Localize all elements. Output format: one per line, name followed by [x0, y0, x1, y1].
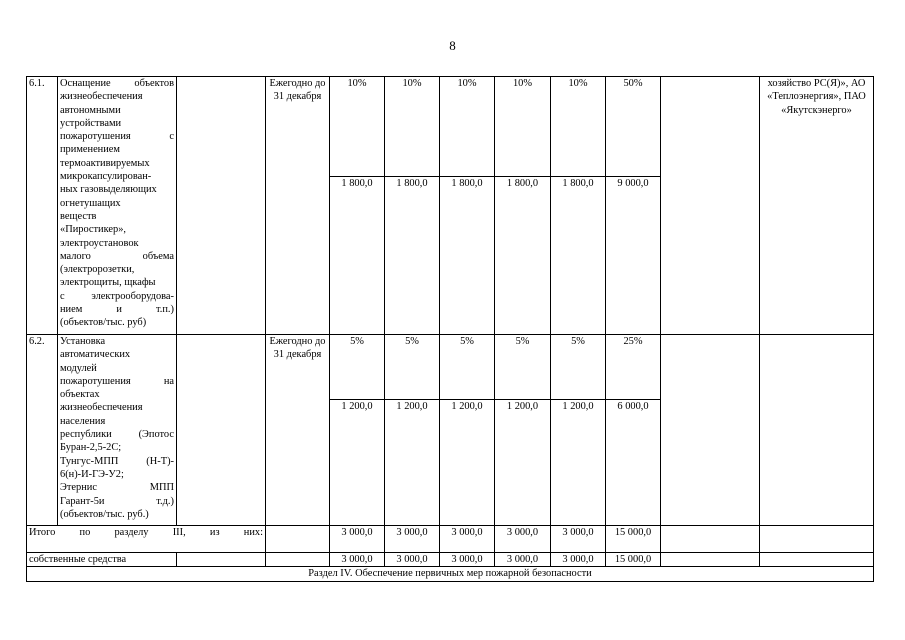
total-row: [27, 526, 874, 553]
name-line: (объектов/тыс. руб): [60, 317, 147, 329]
empty-cell: [266, 553, 330, 567]
name-line: «Пиростикер»,: [60, 224, 127, 236]
percent-cell: 5%: [495, 335, 551, 400]
empty-cell: [661, 335, 760, 526]
percent-cell: 10%: [495, 77, 551, 177]
empty-cell: [266, 526, 330, 553]
amount-cell: 1 200,0: [440, 400, 495, 526]
amount-cell: 1 800,0: [330, 177, 385, 335]
empty-cell: [661, 526, 760, 553]
amount-cell: 1 200,0: [385, 400, 440, 526]
percent-total-cell: 25%: [606, 335, 661, 400]
deadline-cell: Ежегодно до 31 декабря: [266, 77, 330, 335]
name-line: огнетушащих: [60, 197, 121, 209]
empty-cell: [760, 553, 874, 567]
executor-cell: [760, 335, 874, 526]
amount-cell: 3 000,0: [330, 526, 385, 553]
page-number: 8: [449, 38, 456, 53]
amount-cell: 3 000,0: [495, 553, 551, 567]
name-line: Тунгус-МПП (Н-Т)-: [60, 455, 174, 467]
amount-cell: 1 800,0: [385, 177, 440, 335]
amount-cell: 3 000,0: [551, 526, 606, 553]
name-line: ных газовыделяющих: [60, 184, 157, 196]
empty-cell: [760, 526, 874, 553]
amount-cell: 3 000,0: [330, 553, 385, 567]
name-line: (электророзетки,: [60, 264, 135, 276]
name-line: автономными: [60, 104, 121, 116]
program-table: [26, 76, 874, 582]
percent-total-cell: 50%: [606, 77, 661, 177]
name-line: микрокапсулирован-: [60, 171, 152, 183]
name-line: жизнеобеспечения: [60, 402, 143, 414]
name-line: жизнеобеспечения: [60, 91, 143, 103]
amount-cell: 1 800,0: [440, 177, 495, 335]
name-line: модулей: [60, 362, 97, 374]
name-line: электроустановок: [60, 237, 139, 249]
name-line: Этернис МПП: [60, 482, 174, 494]
executor-cell: хозяйство РС(Я)», АО «Теплоэнергия», ПАО «Якутскэнерго»: [760, 77, 874, 335]
amount-cell: 3 000,0: [440, 526, 495, 553]
amount-cell: 1 200,0: [330, 400, 385, 526]
amount-total-cell: 6 000,0: [606, 400, 661, 526]
table-row-6-1: [27, 77, 874, 177]
amount-cell: 1 800,0: [495, 177, 551, 335]
own-funds-row: [27, 553, 874, 567]
name-line: с электрооборудова-: [60, 290, 174, 302]
name-line: Установка: [60, 336, 106, 347]
amount-cell: 3 000,0: [440, 553, 495, 567]
measure-name-cell: [58, 77, 177, 335]
total-label: [27, 526, 266, 553]
percent-cell: 5%: [551, 335, 606, 400]
name-line: применением: [60, 144, 120, 156]
amount-cell: 1 200,0: [495, 400, 551, 526]
total-label-text: Итого по разделу III, из них:: [29, 527, 263, 538]
table-row-6-2: [27, 335, 874, 400]
name-line: республики (Эпотос: [60, 429, 174, 441]
name-line: веществ: [60, 210, 97, 222]
name-line: объектах: [60, 389, 100, 401]
amount-cell: 1 800,0: [551, 177, 606, 335]
percent-cell: 10%: [385, 77, 440, 177]
name-line: (объектов/тыс. руб.): [60, 508, 149, 520]
deadline-cell: Ежегодно до 31 декабря: [266, 335, 330, 526]
name-line: автоматических: [60, 349, 131, 361]
empty-cell: [661, 553, 760, 567]
name-line: Гарант-5и т.д.): [60, 495, 174, 507]
amount-cell: 3 000,0: [551, 553, 606, 567]
own-funds-label: собственные средства: [27, 553, 177, 567]
name-line: населения: [60, 415, 106, 427]
empty-cell: [177, 335, 266, 526]
row-number: 6.2.: [27, 335, 58, 526]
percent-cell: 10%: [330, 77, 385, 177]
name-line: малого объема: [60, 250, 174, 262]
amount-cell: 3 000,0: [495, 526, 551, 553]
name-line: пожаротушения на: [60, 375, 174, 387]
percent-cell: 5%: [330, 335, 385, 400]
amount-cell: 3 000,0: [385, 553, 440, 567]
section-heading-row: [27, 567, 874, 581]
amount-total-cell: 9 000,0: [606, 177, 661, 335]
amount-cell: 1 200,0: [551, 400, 606, 526]
measure-name-cell: [58, 335, 177, 526]
percent-cell: 5%: [385, 335, 440, 400]
empty-cell: [661, 77, 760, 335]
percent-cell: 10%: [440, 77, 495, 177]
name-line: Буран-2,5-2С;: [60, 442, 122, 454]
name-line: Оснащение объектов: [60, 78, 174, 89]
percent-cell: 10%: [551, 77, 606, 177]
empty-cell: [177, 553, 266, 567]
name-line: устройствами: [60, 117, 122, 129]
row-number: 6.1.: [27, 77, 58, 335]
name-line: пожаротушения с: [60, 131, 174, 143]
section-heading: Раздел IV. Обеспечение первичных мер пожарной безопасности: [27, 567, 874, 581]
name-line: 6(н)-И-ГЭ-У2;: [60, 468, 124, 480]
amount-total-cell: 15 000,0: [606, 526, 661, 553]
amount-cell: 3 000,0: [385, 526, 440, 553]
percent-cell: 5%: [440, 335, 495, 400]
amount-total-cell: 15 000,0: [606, 553, 661, 567]
name-line: электрощиты, щкафы: [60, 277, 156, 289]
empty-cell: [177, 77, 266, 335]
name-line: нием и т.п.): [60, 304, 174, 316]
name-line: термоактивируемых: [60, 157, 150, 169]
